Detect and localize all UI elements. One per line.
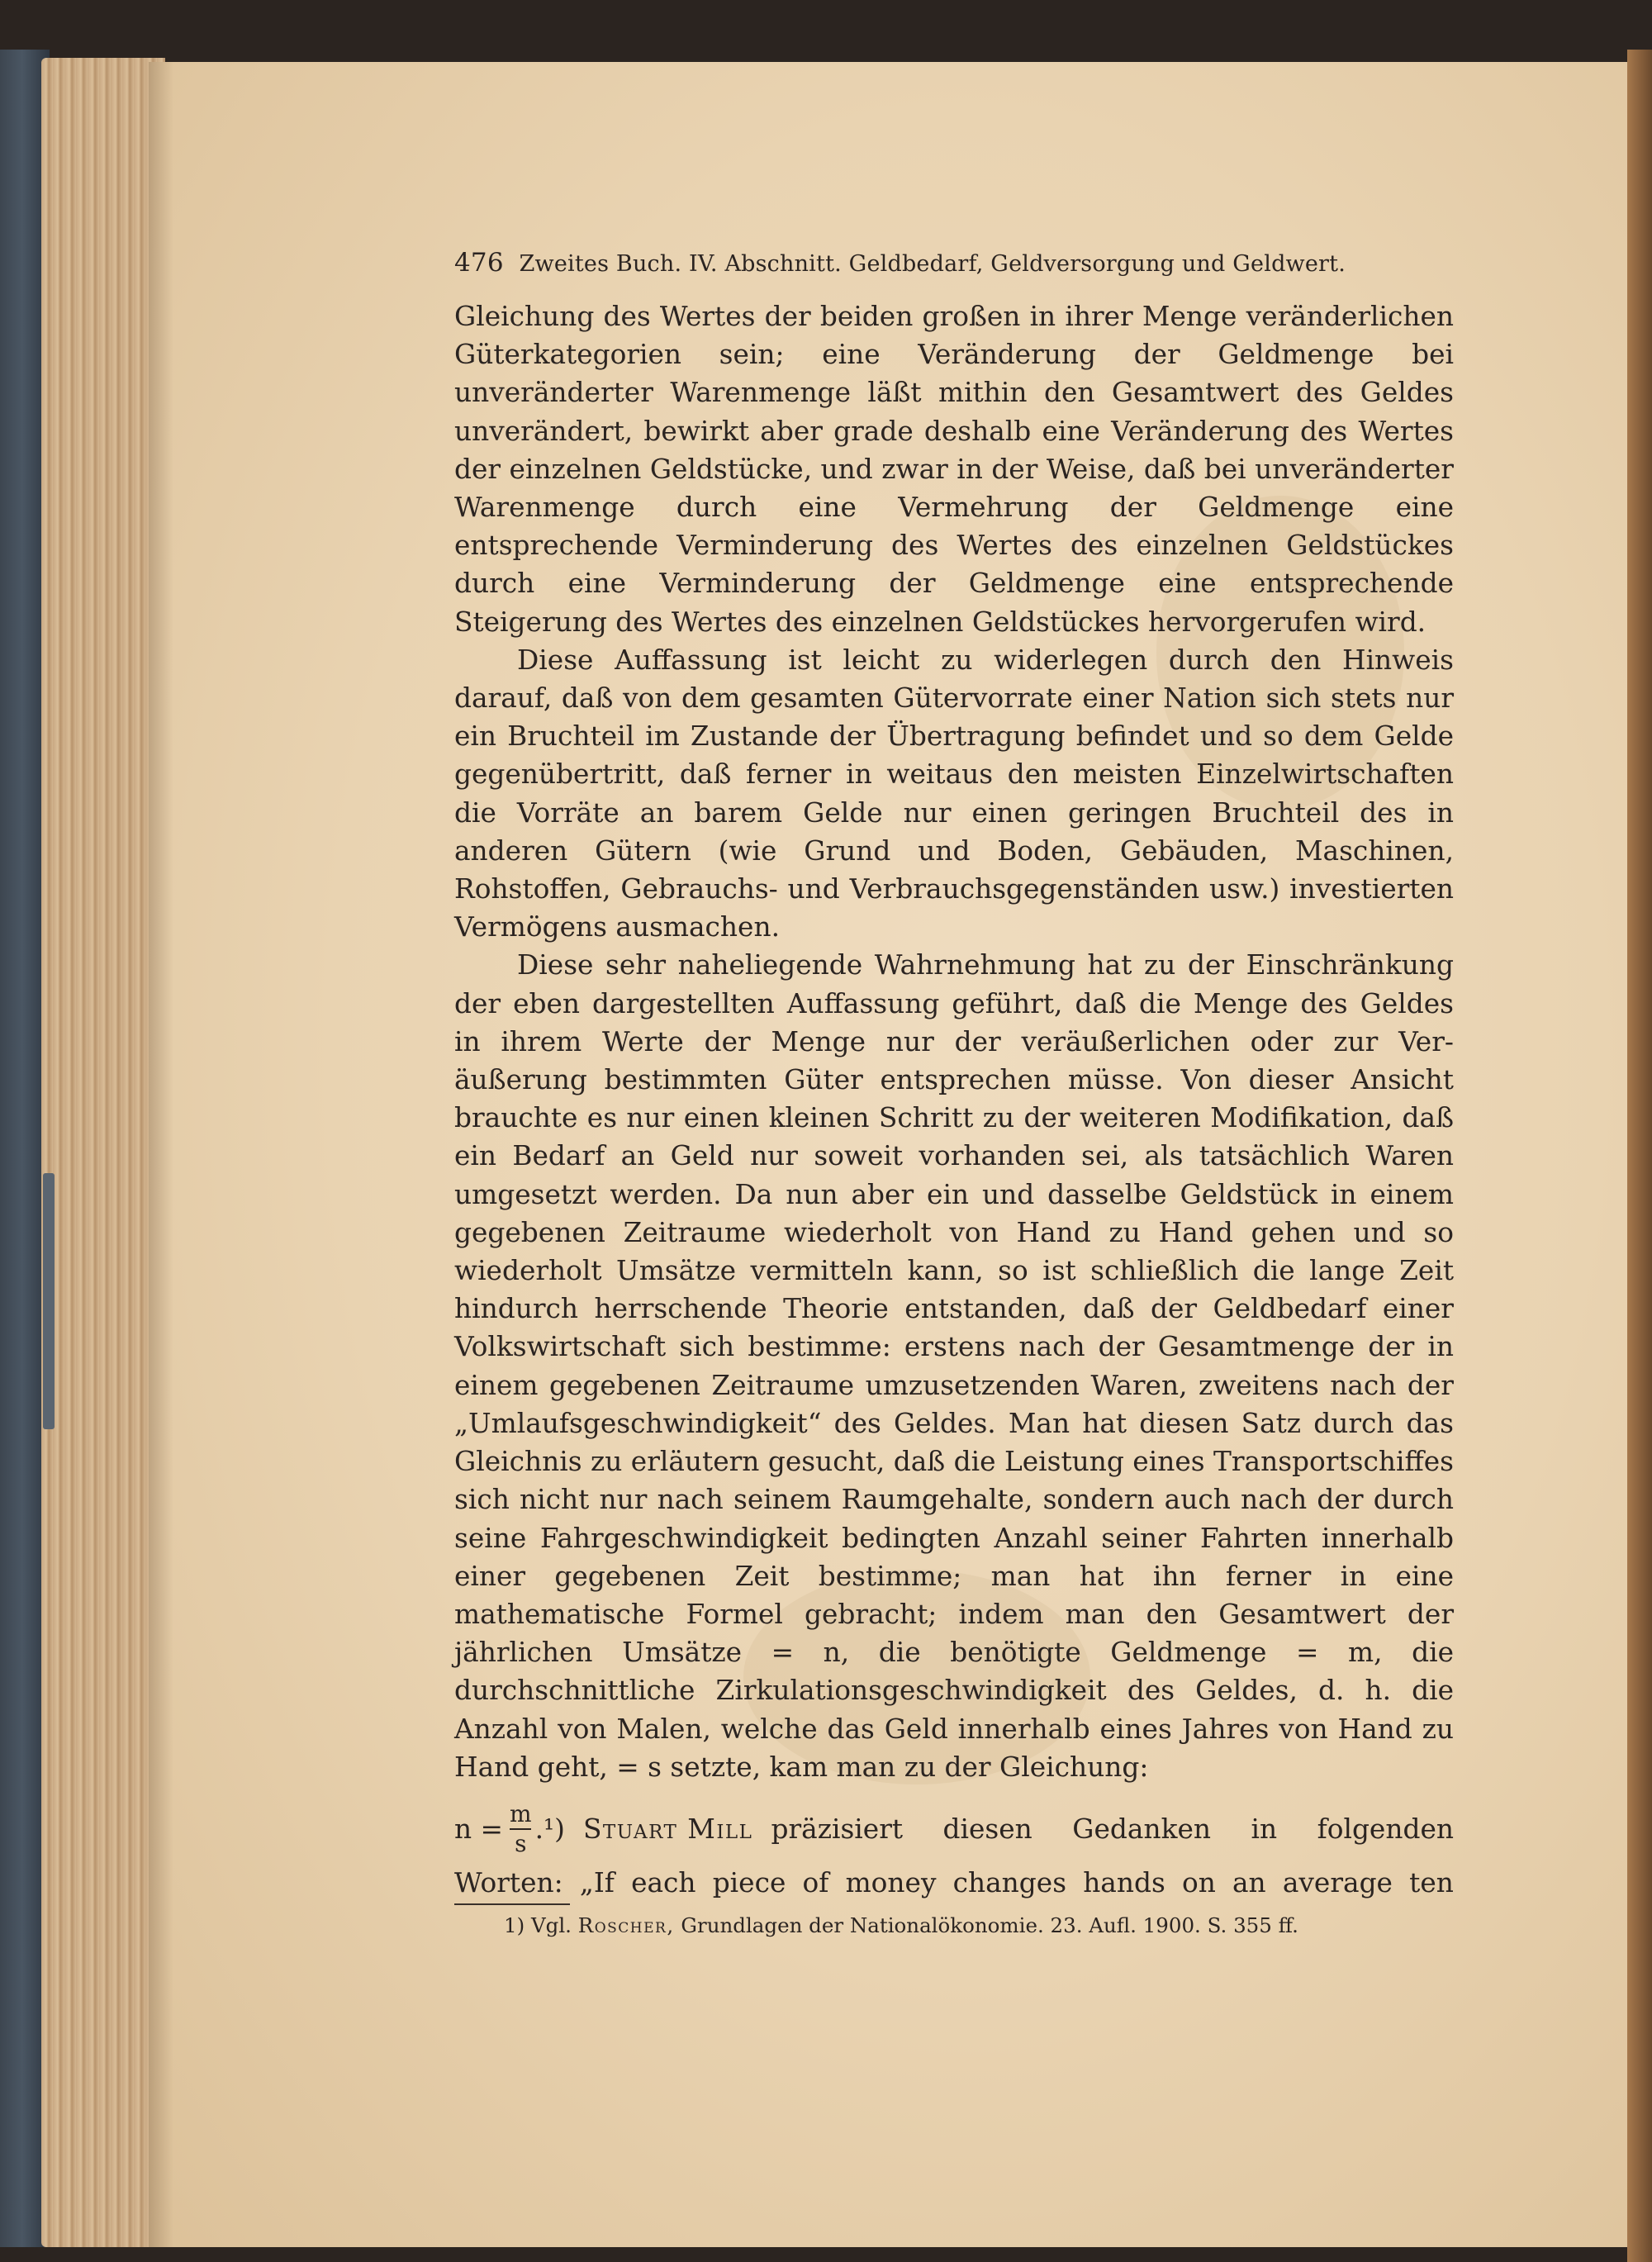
author-name: Stuart Mill (582, 1813, 753, 1845)
formula-continuation: präzisiert diesen Gedanken in folgenden (771, 1813, 1454, 1845)
bookmark-ribbon (43, 1173, 55, 1429)
word: changes (952, 1866, 1067, 1898)
word: „If (579, 1866, 615, 1898)
word: money (845, 1866, 937, 1898)
word: piece (712, 1866, 786, 1898)
last-text-line (454, 1864, 1454, 1902)
formula-lhs: n = (454, 1813, 504, 1845)
footnote-prefix: Vgl. (530, 1913, 572, 1938)
word: on (1181, 1866, 1216, 1898)
footnote-reference: .¹) (534, 1813, 565, 1845)
footnote (454, 1912, 1454, 1940)
page-stack-edges (41, 58, 165, 2247)
fraction-denominator: s (515, 1829, 527, 1857)
word: ten (1409, 1866, 1454, 1898)
fraction (510, 1800, 532, 1858)
word: each (631, 1866, 696, 1898)
word: hands (1083, 1866, 1165, 1898)
gutter-shadow (149, 62, 173, 2247)
word: of (802, 1866, 829, 1898)
paragraph: Diese sehr naheliegende Wahrnehmung hat zu der Einschränkung der eben dargestellten Auffassung geführt, daß die Menge des Geldes in ihrem Werte der Menge nur der veräußerlichen oder zur Veräußerung bestimmten Güter entsprechen müsse. Von dieser Ansicht brauchte es nur einen kleinen Schritt zu der weiteren Modifikation, daß ein Bedarf an Geld nur soweit vorhanden sei, als tatsächlich Waren umgesetzt werden. Da nun aber ein und dasselbe Geldstück in einem gegebenen Zeitraume wiederholt von Hand zu Hand gehen und so wiederholt Umsätze vermitteln kann, so ist schließlich die lange Zeit hindurch herrschende Theorie entstanden, daß der Geldbedarf einer Volkswirtschaft sich bestimme: erstens nach der Gesamtmenge der in einem gegebenen Zeitraume umzusetzenden Waren, zweitens nach der „Umlaufsgeschwindigkeit“ des Geldes. Man hat diesen Satz durch das Gleichnis zu erläutern gesucht, daß die Leistung eines Transportschiffes sich nicht nur nach seinem Raumgehalte, sondern auch nach der durch seine Fahrgeschwindigkeit bedingten Anzahl seiner Fahrten innerhalb einer gegebenen Zeit bestimme; man hat ihn ferner in eine mathematische Formel gebracht; indem man den Gesamtwert der jährlichen Umsätze = n, die benötigte Geldmenge = m, die durchschnittliche Zirkulationsgeschwindigkeit des Geldes, d. h. die Anzahl von Malen, welche das Geld innerhalb eines Jahres von Hand zu Hand geht, = s setzte, kam man zu der Gleichung: (454, 949, 1454, 1783)
paragraph: Diese Auffassung ist leicht zu widerlegen durch den Hinweis darauf, daß von dem gesamten Gütervorrate einer Nation sich stets nur ein Bruchteil im Zustande der Übertragung befindet und so dem Gelde gegenübertritt, daß ferner in weitaus den meisten Einzelwirtschaften die Vorräte an barem Gelde nur einen geringen Bruchteil des in anderen Gütern (wie Grund und Boden, Gebäuden, Maschinen, Rohstoffen, Gebrauchs- und Verbrauchsgegenständen usw.) investierten Vermögens ausmachen. (454, 644, 1454, 943)
footnote-author: Roscher, (577, 1913, 675, 1938)
page-text (454, 240, 1454, 1940)
paragraph: Gleichung des Wertes der beiden großen in ihrer Menge veränderlichen Güterkategorien sein; eine Veränderung der Geldmenge bei unveränderter Warenmenge läßt mithin den Gesamtwert des Geldes unverändert, bewirkt aber grade deshalb eine Veränderung des Wertes der einzelnen Geldstücke, und zwar in der Weise, daß bei unveränderter Warenmenge durch eine Vermehrung der Geldmenge eine entsprechende Verminderung des Wertes des einzelnen Geldstückes durch eine Verminderung der Geldmenge eine entsprechende Steigerung des Wertes des einzelnen Geldstückes hervorgerufen wird. (454, 301, 1454, 638)
footnote-rule (454, 1903, 570, 1905)
page-right-edge (1627, 50, 1652, 2262)
word: Worten: (454, 1866, 563, 1898)
running-head-title: Zweites Buch. IV. Abschnitt. Geldbedarf, Geldversorgung und Geldwert. (519, 251, 1346, 277)
formula-line (454, 1794, 1454, 1864)
fraction-numerator: m (510, 1799, 532, 1827)
word: an (1232, 1866, 1266, 1898)
word: average (1282, 1866, 1393, 1898)
running-head (454, 240, 1454, 286)
footnote-marker: 1) (504, 1913, 525, 1938)
page-number: 476 (454, 248, 504, 278)
footnote-text: Grundlagen der Nationalökonomie. 23. Aufl. 1900. S. 355 ff. (681, 1913, 1298, 1938)
